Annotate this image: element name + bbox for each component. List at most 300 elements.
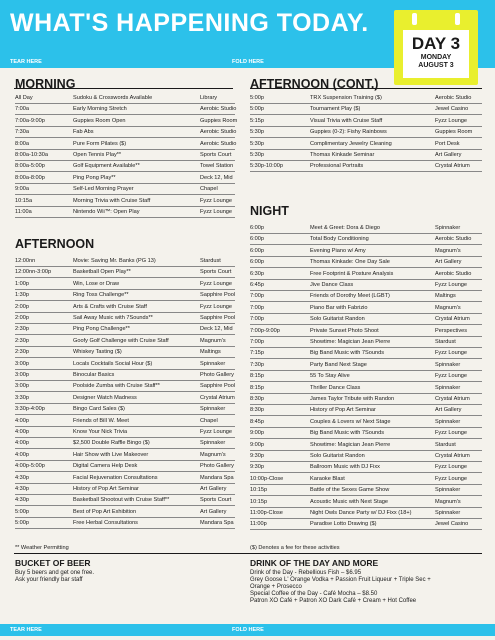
- event-time: 6:00p: [250, 225, 264, 231]
- event-venue: Guppies Room: [435, 129, 473, 136]
- drink-line: Orange + Prosecco: [250, 584, 302, 590]
- event-venue: Aerobic Studio: [200, 106, 237, 113]
- event-venue: Magnum's: [200, 451, 226, 458]
- event-name: Self-Led Morning Prayer: [73, 186, 134, 193]
- event-name: Ping Pong Play**: [73, 174, 116, 181]
- event-name: Ring Toss Challenge**: [73, 292, 129, 299]
- schedule-row: [15, 93, 235, 103]
- event-time: 10:15a: [15, 197, 33, 204]
- event-venue: Stardust: [435, 339, 456, 345]
- schedule-row: [250, 291, 482, 301]
- event-time: 7:00p: [250, 304, 264, 311]
- tear-fold-bar-bottom: [0, 624, 495, 636]
- event-name: Visual Trivia with Cruise Staff: [310, 117, 383, 124]
- event-venue: Art Gallery: [435, 407, 462, 414]
- event-time: 11:00a: [15, 209, 32, 215]
- event-venue: Crystal Atrium: [200, 394, 235, 401]
- event-name: Facial Rejuvenation Consultations: [73, 474, 158, 481]
- schedule-row: [15, 313, 235, 323]
- schedule-row: [250, 234, 482, 244]
- event-name: Acoustic Music with Next Stage: [310, 498, 389, 505]
- event-name: $2,500 Double Raffle Bingo ($): [73, 440, 150, 447]
- event-name: Karaoke Blast: [310, 475, 345, 482]
- event-venue: Sports Court: [200, 269, 232, 276]
- afternoon-cont-heading: AFTERNOON (CONT.): [250, 77, 379, 91]
- schedule-row: [15, 173, 235, 183]
- schedule-row: [250, 139, 482, 149]
- schedule-row: [250, 371, 482, 381]
- event-name: Thomas Kinkade: One Day Sale: [310, 259, 390, 266]
- schedule-row: [15, 267, 235, 277]
- event-venue: Sapphire Pool: [200, 383, 236, 390]
- event-name: Couples & Lovers w/ Next Stage: [310, 418, 391, 425]
- event-time: 8:30p: [250, 407, 264, 414]
- event-venue: Aerobic Studio: [435, 95, 472, 101]
- tear-here-label: TEAR HERE: [10, 627, 42, 633]
- event-name: Professional Portraits: [310, 163, 364, 170]
- event-name: 55 To Stay Alive: [310, 373, 350, 380]
- schedule-row: [250, 257, 482, 267]
- schedule-row: [250, 326, 482, 336]
- event-time: 2:30p: [15, 326, 29, 333]
- event-venue: Aerobic Studio: [200, 140, 237, 147]
- schedule-row: [15, 336, 235, 346]
- schedule-row: [15, 196, 235, 206]
- event-venue: Spinnaker: [200, 440, 226, 447]
- schedule-row: [250, 405, 482, 415]
- event-name: Friends of Bill W. Meet: [73, 417, 129, 424]
- event-time: 11:00p-Close: [250, 510, 283, 516]
- event-venue: Magnum's: [435, 304, 461, 311]
- event-name: Designer Watch Madness: [73, 394, 137, 401]
- event-time: 5:00p: [15, 520, 29, 527]
- bucket-line: Ask your friendly bar staff: [15, 577, 83, 583]
- schedule-row: [250, 280, 482, 290]
- event-time: 3:00p: [15, 372, 29, 378]
- event-time: 9:00p: [250, 441, 264, 448]
- day-card: [403, 30, 469, 78]
- schedule-row: [15, 359, 235, 369]
- event-time: 10:15p: [250, 487, 268, 494]
- event-time: 8:00a-5:00p: [15, 163, 45, 170]
- schedule-row: [250, 485, 482, 495]
- event-venue: Jewel Casino: [435, 106, 469, 113]
- event-name: Thriller Dance Class: [310, 384, 361, 391]
- event-time: 7:00p: [250, 339, 264, 345]
- event-venue: Art Gallery: [200, 486, 227, 492]
- schedule-row: [15, 518, 235, 528]
- event-venue: Maltings: [435, 293, 456, 300]
- row-divider: [250, 171, 482, 172]
- event-venue: Fyzz Lounge: [435, 117, 468, 124]
- schedule-row: [15, 393, 235, 403]
- event-name: Battle of the Sexes Game Show: [310, 487, 390, 494]
- event-venue: Fyzz Lounge: [200, 280, 233, 287]
- event-name: Free Footprint & Posture Analysis: [310, 270, 394, 277]
- schedule-row: [250, 104, 482, 114]
- schedule-row: [250, 161, 482, 171]
- calendar-ring-icon: [412, 13, 417, 25]
- schedule-row: [15, 302, 235, 312]
- event-venue: Aerobic Studio: [200, 129, 237, 136]
- event-name: Showtime: Magician Jean Pierre: [310, 339, 391, 345]
- bottom-rule: [14, 553, 482, 554]
- event-name: Hair Show with Live Makeover: [73, 451, 149, 458]
- event-venue: Crystal Atrium: [435, 316, 470, 323]
- event-venue: Crystal Atrium: [435, 396, 470, 402]
- event-time: 7:30p: [250, 361, 264, 368]
- schedule-row: [15, 324, 235, 334]
- day-number: DAY 3: [411, 34, 461, 53]
- event-time: 3:00p: [15, 383, 29, 390]
- event-venue: Guppies Room: [200, 117, 238, 124]
- event-name: James Taylor Tribute with Randon: [310, 396, 395, 402]
- event-time: 4:00p-5:00p: [15, 463, 45, 470]
- event-time: 8:15p: [250, 373, 264, 380]
- event-name: TRX Suspension Training ($): [310, 95, 382, 101]
- schedule-row: [250, 519, 482, 529]
- event-time: 7:00p-9:00p: [250, 327, 280, 334]
- event-venue: Spinnaker: [435, 487, 461, 494]
- schedule-row: [250, 474, 482, 484]
- event-time: 4:30p: [15, 486, 29, 492]
- drink-line: Patron XO Café + Patron XO Dark Café + Cream + Hot Coffee: [250, 598, 417, 604]
- schedule-row: [250, 246, 482, 256]
- event-venue: Jewel Casino: [435, 521, 469, 528]
- event-venue: Chapel: [200, 417, 218, 424]
- schedule-row: [15, 184, 235, 194]
- event-venue: Deck 12, Mid: [200, 174, 233, 181]
- event-venue: Spinnaker: [200, 360, 226, 367]
- event-venue: Stardust: [200, 258, 221, 264]
- event-venue: Fyzz Lounge: [200, 303, 233, 310]
- event-venue: Fyzz Lounge: [435, 350, 468, 357]
- event-venue: Spinnaker: [435, 418, 461, 425]
- event-time: 6:00p: [250, 236, 264, 243]
- schedule-row: [15, 450, 235, 460]
- schedule-row: [15, 256, 235, 266]
- event-venue: Crystal Atrium: [435, 163, 470, 170]
- event-time: 5:30p: [250, 140, 264, 147]
- event-name: Basketball Shootout with Cruise Staff**: [73, 497, 170, 504]
- event-time: 9:00p: [250, 430, 264, 437]
- row-divider: [250, 529, 482, 530]
- event-venue: Spinnaker: [200, 406, 226, 413]
- event-time: 7:00p: [250, 293, 264, 300]
- event-time: 3:30p: [15, 394, 29, 401]
- schedule-row: [15, 507, 235, 517]
- event-name: Sail Away Music with 7Sounds**: [73, 315, 153, 321]
- schedule-row: [250, 337, 482, 347]
- event-time: 2:00p: [15, 315, 29, 321]
- schedule-row: [15, 370, 235, 380]
- schedule-row: [250, 440, 482, 450]
- event-name: Paradise Lotto Drawing ($): [310, 521, 377, 528]
- event-time: 5:00p: [250, 95, 264, 101]
- event-venue: Magnum's: [435, 498, 461, 505]
- schedule-row: [15, 484, 235, 494]
- event-time: 3:30p-4:00p: [15, 406, 45, 413]
- event-name: Meet & Greet: Dora & Diego: [310, 225, 380, 231]
- event-name: Early Morning Stretch: [73, 106, 127, 113]
- fold-here-label: FOLD HERE: [232, 627, 264, 633]
- schedule-row: [15, 404, 235, 414]
- calendar-ring-icon: [455, 13, 460, 25]
- event-name: Bingo Card Sales ($): [73, 406, 125, 413]
- event-venue: Mandara Spa: [200, 520, 234, 527]
- event-venue: Fyzz Lounge: [200, 197, 233, 204]
- event-time: 4:30p: [15, 497, 29, 504]
- schedule-row: [15, 416, 235, 426]
- event-time: 8:30p: [250, 396, 264, 402]
- event-name: Evening Piano w/ Amy: [310, 247, 366, 254]
- day-date: AUGUST 3: [418, 62, 454, 69]
- event-venue: Fyzz Lounge: [435, 430, 468, 437]
- event-venue: Deck 12, Mid: [200, 326, 233, 333]
- schedule-row: [250, 150, 482, 160]
- event-name: Sudoku & Crosswords Available: [73, 95, 153, 101]
- event-time: 6:00p: [250, 247, 264, 254]
- schedule-row: [250, 394, 482, 404]
- schedule-row: [250, 314, 482, 324]
- event-venue: Art Gallery: [435, 259, 462, 266]
- event-venue: Art Gallery: [435, 152, 462, 158]
- event-name: History of Pop Art Seminar: [310, 407, 376, 414]
- schedule-row: [15, 347, 235, 357]
- schedule-row: [15, 495, 235, 505]
- event-name: Win, Lose or Draw: [73, 280, 120, 287]
- event-name: Whiskey Tasting ($): [73, 349, 122, 356]
- event-time: 2:00p: [15, 303, 29, 310]
- schedule-row: [250, 360, 482, 370]
- schedule-row: [250, 451, 482, 461]
- fold-here-label: FOLD HERE: [232, 59, 264, 65]
- event-name: Tournament Play ($): [310, 106, 361, 113]
- event-name: History of Pop Art Seminar: [73, 486, 139, 492]
- event-venue: Photo Gallery: [200, 463, 234, 470]
- event-name: Free Herbal Consultations: [73, 520, 138, 527]
- event-name: Pure Form Pilates ($): [73, 140, 127, 147]
- event-time: 12:00nn: [15, 258, 36, 264]
- schedule-row: [15, 139, 235, 149]
- event-name: Know Your Nick Trivia: [73, 429, 128, 435]
- schedule-row: [250, 127, 482, 137]
- event-name: Golf Equipment Available**: [73, 163, 140, 170]
- event-time: 10:15p: [250, 498, 268, 505]
- bucket-title: BUCKET OF BEER: [15, 558, 91, 568]
- event-venue: Spinnaker: [435, 361, 461, 368]
- event-time: 5:15p: [250, 117, 264, 124]
- schedule-row: [250, 223, 482, 233]
- event-venue: Maltings: [200, 349, 221, 356]
- event-time: 8:15p: [250, 384, 264, 391]
- event-venue: Sports Court: [200, 497, 232, 504]
- event-time: 4:00p: [15, 451, 29, 458]
- schedule-row: [15, 290, 235, 300]
- event-time: 4:00p: [15, 417, 29, 424]
- event-time: 2:30p: [15, 349, 29, 356]
- event-time: 12:00nn-3:00p: [15, 269, 52, 276]
- event-time: 5:00p: [250, 106, 264, 113]
- event-name: Ballroom Music with DJ Fixx: [310, 464, 380, 471]
- event-name: Basketball Open Play**: [73, 269, 131, 276]
- event-name: Guppies (0-2): Fishy Rainbows: [310, 129, 387, 136]
- event-time: 8:00a-8:00p: [15, 174, 45, 181]
- event-venue: Spinnaker: [435, 510, 461, 516]
- event-name: Total Body Conditioning: [310, 236, 369, 243]
- schedule-row: [250, 383, 482, 393]
- event-name: Solo Guitarist Randon: [310, 316, 365, 323]
- event-venue: Spinnaker: [435, 225, 461, 231]
- event-name: Complimentary Jewelry Cleaning: [310, 140, 392, 147]
- event-time: 7:15p: [250, 350, 264, 357]
- event-time: 8:00a-10:30a: [15, 152, 48, 158]
- event-time: 7:00p: [250, 316, 264, 323]
- event-name: Nintendo Wii™: Open Play: [73, 209, 140, 215]
- event-time: 4:30p: [15, 474, 29, 481]
- event-name: Poolside Zumba with Cruise Staff**: [73, 383, 160, 390]
- schedule-row: [15, 438, 235, 448]
- schedule-row: [250, 348, 482, 358]
- event-time: 5:30p-10:00p: [250, 163, 283, 170]
- event-time: 11:00p: [250, 521, 267, 528]
- afternoon-heading: AFTERNOON: [15, 237, 95, 251]
- schedule-row: [15, 207, 235, 217]
- schedule-row: [250, 303, 482, 313]
- schedule-row: [15, 473, 235, 483]
- weather-note: ** Weather Permitting: [15, 545, 69, 551]
- schedule-row: [250, 462, 482, 472]
- event-time: 6:30p: [250, 270, 264, 277]
- event-time: 6:45p: [250, 282, 264, 288]
- event-name: Morning Trivia with Cruise Staff: [73, 197, 151, 204]
- page-title: WHAT'S HAPPENING TODAY.: [10, 9, 369, 37]
- event-venue: Sapphire Pool: [200, 292, 236, 299]
- event-time: 5:30p: [250, 152, 264, 158]
- event-name: Ping Pong Challenge**: [73, 326, 130, 333]
- row-divider: [15, 217, 235, 218]
- event-name: Movie: Saving Mr. Banks (PG 13): [73, 258, 156, 264]
- schedule-row: [250, 269, 482, 279]
- event-time: 8:45p: [250, 418, 264, 425]
- event-time: 9:00a: [15, 186, 29, 193]
- tear-here-label: TEAR HERE: [10, 59, 42, 65]
- event-venue: Aerobic Studio: [435, 236, 472, 243]
- morning-heading: MORNING: [15, 77, 76, 91]
- event-name: Friends of Dorothy Meet (LGBT): [310, 293, 390, 300]
- event-time: 4:00p: [15, 440, 29, 447]
- event-time: 9:30p: [250, 464, 264, 471]
- schedule-row: [15, 116, 238, 126]
- event-name: Locals Cocktails Social Hour ($): [73, 360, 153, 367]
- drink-line: Special Coffee of the Day - Café Mocha – $8.50: [250, 591, 378, 597]
- event-venue: Port Desk: [435, 140, 460, 147]
- event-venue: Fyzz Lounge: [435, 464, 468, 471]
- schedule-row: [15, 104, 235, 114]
- schedule-row: [250, 93, 482, 103]
- day-calendar-badge: [394, 10, 478, 85]
- drink-line: Grey Goose L' Orange Vodka + Passion Fruit Liqueur + Triple Sec +: [250, 577, 431, 583]
- drink-title: DRINK OF THE DAY AND MORE: [250, 558, 379, 568]
- event-venue: Photo Gallery: [200, 372, 234, 378]
- schedule-row: [15, 381, 235, 391]
- event-venue: Art Gallery: [200, 508, 227, 515]
- night-heading: NIGHT: [250, 204, 289, 218]
- event-name: Best of Pop Art Exhibition: [73, 508, 137, 515]
- event-time: 7:00a: [15, 106, 29, 113]
- event-venue: Mandara Spa: [200, 474, 234, 481]
- schedule-row: [250, 508, 482, 518]
- event-venue: Spinnaker: [435, 384, 461, 391]
- event-name: Arts & Crafts with Cruise Staff: [73, 303, 147, 310]
- event-venue: Fyzz Lounge: [200, 209, 233, 215]
- event-name: Open Tennis Play**: [73, 152, 122, 158]
- event-time: 7:00a-9:00p: [15, 117, 45, 124]
- event-name: Night Owls Dance Party w/ DJ Fixx (18+): [310, 510, 412, 516]
- event-venue: Aerobic Studio: [435, 270, 472, 277]
- event-venue: Magnum's: [200, 337, 226, 344]
- schedule-row: [250, 497, 482, 507]
- event-time: All Day: [15, 95, 33, 101]
- event-venue: Sapphire Pool: [200, 315, 236, 321]
- event-time: 4:00p: [15, 429, 29, 435]
- event-time: 8:00a: [15, 140, 29, 147]
- event-time: 7:30a: [15, 129, 29, 136]
- schedule-row: [250, 428, 482, 438]
- row-divider: [15, 528, 235, 529]
- bucket-line: Buy 5 beers and get one free.: [15, 570, 95, 576]
- event-time: 5:00p: [15, 508, 29, 515]
- event-name: Guppies Room Open: [73, 117, 126, 124]
- event-time: 6:00p: [250, 259, 264, 266]
- event-name: Party Band Next Stage: [310, 361, 367, 368]
- fee-note: ($) Denotes a fee for these activities: [250, 545, 340, 551]
- event-venue: Perspectives: [435, 327, 468, 334]
- event-venue: Fyzz Lounge: [435, 475, 468, 482]
- event-name: Digital Camera Help Desk: [73, 463, 138, 470]
- event-time: 1:30p: [15, 292, 29, 299]
- event-name: Fab Abs: [73, 129, 94, 136]
- event-venue: Stardust: [435, 441, 456, 448]
- event-time: 2:30p: [15, 337, 29, 344]
- event-venue: Crystal Atrium: [435, 453, 470, 459]
- event-venue: Fyzz Lounge: [435, 373, 468, 380]
- event-venue: Fyzz Lounge: [200, 429, 233, 435]
- event-venue: Towel Station: [200, 163, 234, 170]
- schedule-row: [15, 127, 235, 137]
- event-venue: Sports Court: [200, 152, 232, 158]
- event-name: Goofy Golf Challenge with Cruise Staff: [73, 337, 169, 344]
- event-time: 5:30p: [250, 129, 264, 136]
- schedule-row: [250, 417, 482, 427]
- schedule-row: [250, 116, 482, 126]
- schedule-row: [15, 279, 235, 289]
- event-venue: Fyzz Lounge: [435, 282, 468, 288]
- event-name: Thomas Kinkade Seminar: [310, 152, 375, 158]
- event-name: Jive Dance Class: [310, 282, 354, 288]
- event-name: Big Band Music with 7Sounds: [310, 350, 385, 357]
- schedule-row: [15, 150, 235, 160]
- event-name: Solo Guitarist Randon: [310, 453, 365, 459]
- event-name: Private Sunset Photo Shoot: [310, 327, 379, 334]
- drink-line: Drink of the Day - Rebellious Fish – $6.95: [250, 570, 362, 576]
- event-time: 3:00p: [15, 360, 29, 367]
- schedule-row: [15, 461, 235, 471]
- event-name: Binocular Basics: [73, 372, 115, 378]
- event-time: 10:00p-Close: [250, 475, 284, 482]
- event-time: 1:00p: [15, 280, 29, 287]
- event-name: Showtime: Magician Jean Pierre: [310, 441, 391, 448]
